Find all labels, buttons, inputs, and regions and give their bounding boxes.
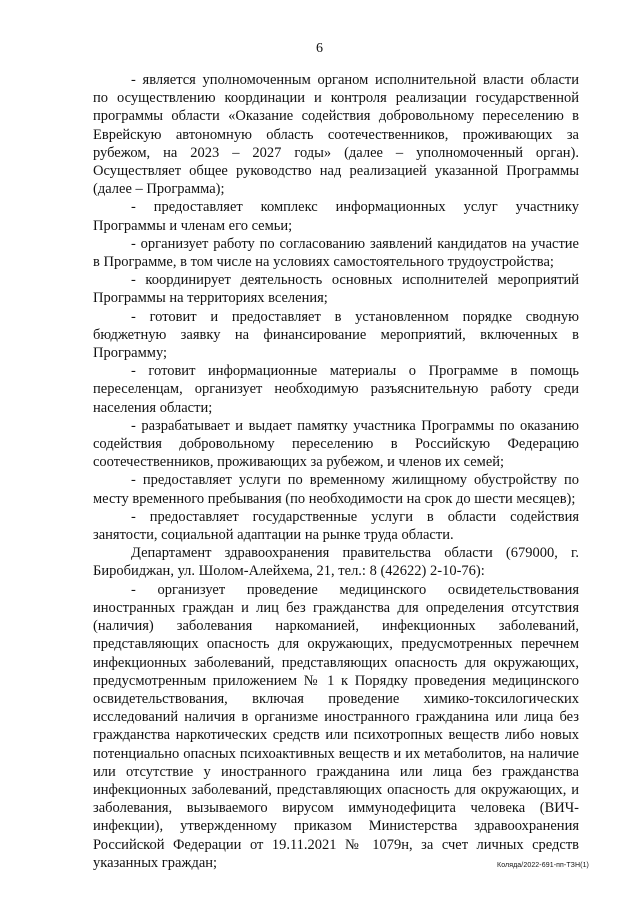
paragraph-authorized-body: - является уполномоченным органом исполнительной власти области по осуществлению координации и контроля реализации государственной программы области «Оказание содействия добровольному переселению в Еврейскую автономную область соотечественников, проживающих за рубежом, на 2023 – 2027 годы» (далее – уполномоченный орган). Осуществляет общее руководство над реализацией указанной Программы (далее – Программа); [93,72,579,198]
paragraph-information-services: - предоставляет комплекс информационных услуг участнику Программы и членам его семьи; [93,199,579,234]
paragraph-temporary-housing: - предоставляет услуги по временному жилищному обустройству по месту временного пребывания (по необходимости на срок до шести месяцев); [93,472,579,507]
page-number: 6 [316,41,323,56]
paragraph-application-approval: - организует работу по согласованию заявлений кандидатов на участие в Программе, в том числе на условиях самостоятельного трудоустройства; [93,235,579,271]
paragraph-medical-examination: - организует проведение медицинского освидетельствования иностранных граждан и лиц без гражданства для определения отсутствия (наличия) заболевания наркоманией, инфекционных заболеваний, представляющих опасность для окружающих, предусмотренных перечнем инфекционных заболеваний, представляющих опасность для окружающих, предусмотренным приложением № 1 к Порядку проведения медицинского освидетельствования, включая проведение химико-токсилогических исследований наличия в организме иностранного гражданина или лица без гражданства наркотических средств или психотропных веществ либо новых потенциально опасных психоактивных веществ и их метаболитов, на наличие или отсутствие у иностранного гражданина или лица без гражданства инфекционных заболеваний, представляющих опасность для окружающих, и заболевания, вызываемого вирусом иммунодефицита человека (ВИЧ-инфекции), утвержденному приказом Министерства здравоохранения Российской Федерации от 19.11.2021 № 1079н, за счет личных средств указанных граждан; [93,581,579,871]
paragraph-participant-memo: - разрабатывает и выдает памятку участника Программы по оказанию содействия добровольному переселению в Российскую Федерацию соотечественников, проживающих за рубежом, и членов их семей; [93,417,579,471]
paragraph-health-department: Департамент здравоохранения правительства области (679000, г. Биробиджан, ул. Шолом-Алейхема, 21, тел.: 8 (42622) 2-10-76): [93,545,579,580]
paragraph-information-materials: - готовит информационные материалы о Программе в помощь переселенцам, организует необходимую разъяснительную работу среди населения области; [93,363,579,416]
footer-code: Коляда/2022-691-пп-ТЗН(1) [497,862,589,869]
paragraph-employment-services: - предоставляет государственные услуги в области содействия занятости, социальной адаптации на рынке труда области. [93,508,579,544]
paragraph-budget-request: - готовит и предоставляет в установленном порядке сводную бюджетную заявку на финансирование мероприятий, включенных в Программу; [93,308,579,362]
document-body [93,71,579,872]
paragraph-coordination: - координирует деятельность основных исполнителей мероприятий Программы на территориях вселения; [93,272,579,307]
